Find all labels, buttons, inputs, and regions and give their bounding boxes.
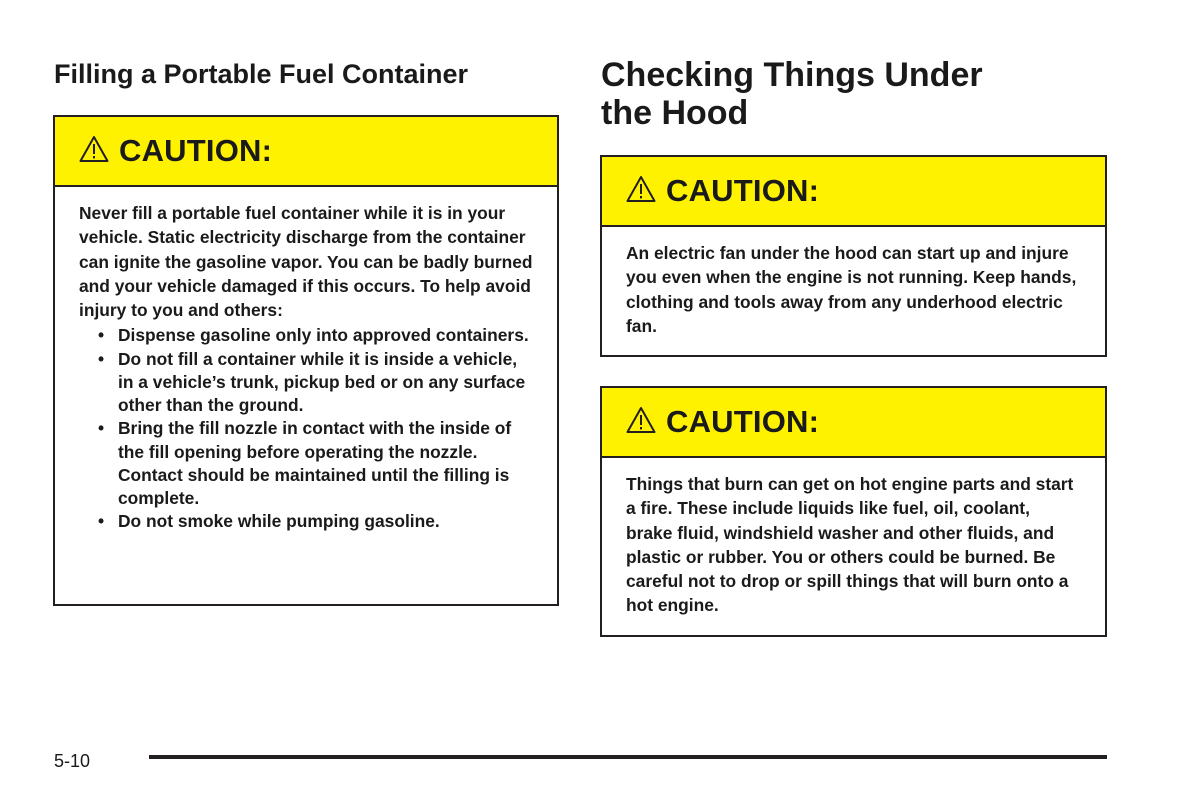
warning-triangle-icon (626, 175, 656, 203)
caution-text: Never fill a portable fuel container while it is in your vehicle. Static electricity discharge from the container can ignite the gasoline vapor. You can be badly burned and your vehicle damaged if this occurs. To help avoid injury to you and others: (79, 203, 533, 321)
bullet-item: • Do not smoke while pumping gasoline. (118, 510, 533, 533)
caution-body (602, 227, 1105, 338)
caution-header (602, 388, 1105, 458)
section-title-fuel-container: Filling a Portable Fuel Container (54, 59, 469, 89)
caution-body (55, 187, 557, 533)
bullet-item: • Do not fill a container while it is inside a vehicle, in a vehicle’s trunk, pickup bed or on any surface other than the ground. (118, 348, 533, 418)
page-number: 5-10 (54, 751, 91, 771)
warning-triangle-icon (626, 406, 656, 434)
warning-triangle-icon (79, 135, 109, 163)
caution-box-fuel-container (53, 115, 559, 606)
caution-label: CAUTION: (666, 173, 820, 208)
caution-box-electric-fan (600, 155, 1107, 357)
caution-text: An electric fan under the hood can start up and injure you even when the engine is not running. Keep hands, clothing and tools away from any underhood electric fan. (626, 243, 1077, 336)
footer-rule (149, 755, 1107, 759)
caution-text: Things that burn can get on hot engine parts and start a fire. These include liquids like fuel, oil, coolant, brake fluid, windshield washer and other fluids, and plastic or rubber. You or others could be burned. Be careful not to drop or spill things that will burn onto a hot engine. (626, 474, 1074, 616)
bullet-item: • Dispense gasoline only into approved containers. (118, 324, 533, 347)
title-line: the Hood (601, 94, 749, 132)
caution-label: CAUTION: (119, 133, 273, 168)
caution-body (602, 458, 1105, 618)
caution-label: CAUTION: (666, 404, 820, 439)
section-title-under-hood (601, 56, 983, 132)
title-line: Checking Things Under (601, 56, 983, 94)
caution-box-hot-engine (600, 386, 1107, 637)
caution-header (55, 117, 557, 187)
bullet-item: • Bring the fill nozzle in contact with the inside of the fill opening before operating the nozzle. Contact should be maintained until the filling is complete. (118, 417, 533, 510)
caution-bullet-list (79, 324, 533, 533)
caution-header (602, 157, 1105, 227)
